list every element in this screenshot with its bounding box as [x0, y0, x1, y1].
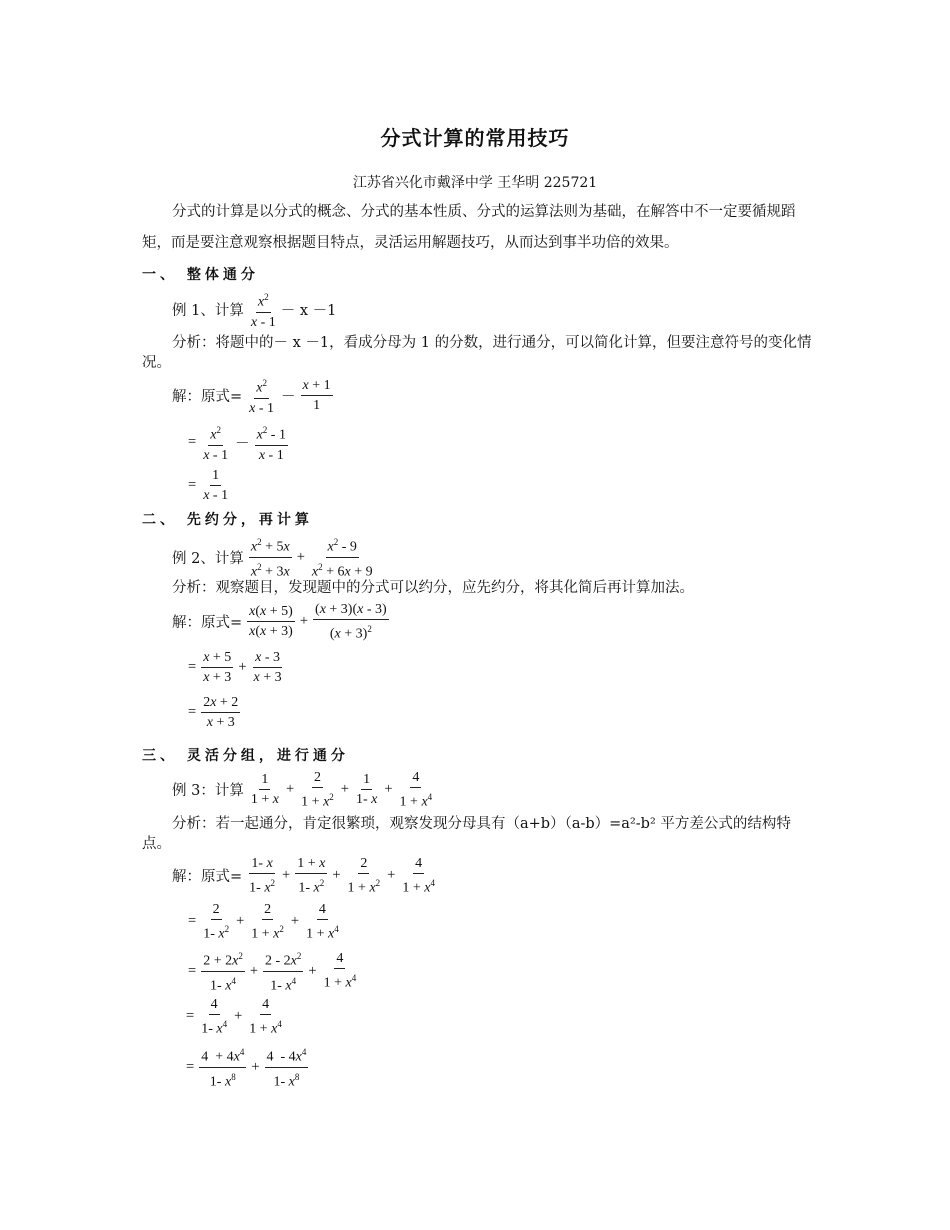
- solution-2-step-1: [172, 600, 392, 644]
- solution-3-step-5: [184, 1043, 311, 1091]
- fraction: $\frac{4}{1 + x^4}$: [323, 951, 357, 991]
- fraction: $\frac{x + 5}{x + 3}$: [203, 650, 232, 685]
- section-heading-2: 二、 先约分，再计算: [142, 512, 313, 528]
- fraction: $\frac{2}{1 + x^2}$: [347, 856, 381, 896]
- solution-1-step-3: [186, 466, 233, 505]
- fraction: $\frac{x(x + 5)}{x(x + 3)}$: [249, 604, 293, 640]
- intro-paragraph: 分式的计算是以分式的概念、分式的基本性质、分式的运算法则为基础，在解答中不一定要循规蹈矩，而是要注意观察根据题目特点，灵活运用解题技巧，从而达到事半功倍的效果。: [142, 204, 796, 251]
- plus-sign: +: [251, 1058, 260, 1075]
- author-line: 江苏省兴化市戴泽中学 王华明 225721: [352, 175, 598, 191]
- plus-sign: +: [236, 913, 245, 930]
- fraction: $\frac{x^2 - 1}{x - 1}$: [255, 421, 288, 465]
- fraction: $\frac{2 + 2x^2}{1- x^4}$: [201, 947, 245, 995]
- fraction: $\frac{x^2}{x - 1}$: [247, 374, 276, 418]
- fraction: $\frac{2x + 2}{x + 3}$: [203, 695, 239, 730]
- equals-sign: =: [188, 477, 197, 493]
- plus-sign: +: [332, 867, 341, 884]
- solution-3-step-3: [186, 947, 361, 995]
- solution-3-step-2: [186, 900, 344, 944]
- solution-1-step-1: [172, 374, 336, 418]
- solution-3-step-1: [172, 854, 440, 898]
- fraction: $\frac{2}{1 + x^2}$: [251, 902, 284, 942]
- equals-sign: =: [188, 659, 197, 675]
- equals-sign: =: [188, 434, 197, 451]
- fraction: $\frac{4}{1- x^4}$: [201, 997, 228, 1037]
- fraction: $\frac{4}{1 + x^4}$: [249, 997, 282, 1037]
- minus-sign: －: [281, 389, 296, 406]
- fraction: $\frac{x + 1}{1}$: [302, 378, 331, 414]
- plus-sign: +: [234, 1008, 243, 1025]
- plus-sign: +: [282, 867, 291, 884]
- solution-3-step-4: [184, 995, 287, 1039]
- fraction: $\frac{2 - 2x^2}{1- x^4}$: [263, 947, 303, 995]
- fraction: $\frac{2}{1 + x^2}$: [301, 770, 334, 810]
- fraction: $\frac{1}{1 + x}$: [250, 772, 279, 808]
- plus-sign: +: [238, 659, 247, 675]
- plus-sign: +: [299, 613, 309, 630]
- solution-2-label: 解：原式=: [172, 615, 243, 632]
- solution-1-step-2: [186, 421, 291, 465]
- analysis-3: 分析：若一起通分，肯定很繁琐，观察发现分母具有（a+b）（a-b）=a²-b² 平方差公式的结构特点。: [142, 816, 791, 852]
- equals-sign: =: [188, 913, 197, 930]
- equals-sign: =: [188, 962, 197, 979]
- fraction: $\frac{x^2 + 5x}{x^2 + 3x}$: [249, 533, 292, 581]
- fraction: $\frac{4 + 4x^4}{1- x^8}$: [199, 1043, 246, 1091]
- minus-sign: －: [235, 436, 250, 453]
- fraction: $\frac{x - 3}{x + 3}$: [253, 650, 282, 685]
- analysis-2: 分析：观察题目，发现题中的分式可以约分，应先约分，将其化简后再计算加法。: [172, 580, 694, 596]
- solution-1-label: 解：原式=: [172, 389, 243, 406]
- analysis-1: 分析：将题中的－ x －1，看成分母为 1 的分数，进行通分，可以简化计算，但要注意符号的变化情况。: [142, 335, 812, 371]
- solution-2-step-3: [186, 693, 243, 732]
- example-3-label: 例 3：计算: [172, 783, 244, 800]
- fraction: $\frac{1 + x}{1- x^2}$: [297, 856, 326, 896]
- page-title: 分式计算的常用技巧: [380, 126, 570, 150]
- plus-sign: +: [387, 867, 396, 884]
- plus-sign: +: [285, 781, 295, 798]
- plus-sign: +: [296, 548, 305, 565]
- fraction: $\frac{4 - 4x^4}{1- x^8}$: [265, 1043, 309, 1091]
- fraction: $\frac{(x + 3)(x - 3)}{(x + 3)^2}$: [315, 602, 387, 642]
- solution-3-label: 解：原式=: [172, 869, 243, 886]
- fraction: $\frac{1}{x - 1}$: [203, 468, 229, 503]
- fraction: $\frac{x^2}{x - 1}$: [249, 288, 278, 332]
- plus-sign: +: [308, 962, 317, 979]
- fraction: $\frac{2}{1- x^2}$: [203, 902, 230, 942]
- example-1-tail: － x －1: [280, 303, 337, 320]
- equals-sign: =: [188, 704, 197, 720]
- plus-sign: +: [290, 913, 300, 930]
- fraction: $\frac{1- x}{1- x^2}$: [249, 856, 276, 896]
- solution-2-step-2: [186, 648, 287, 687]
- fraction: $\frac{4}{1 + x^4}$: [306, 902, 339, 942]
- plus-sign: +: [340, 781, 349, 798]
- equals-sign: =: [186, 1008, 195, 1025]
- example-1: [172, 288, 336, 332]
- section-heading-3: 三、 灵活分组，进行通分: [142, 748, 349, 764]
- fraction: $\frac{1}{1- x}$: [355, 772, 378, 808]
- fraction: $\frac{x^2}{x - 1}$: [201, 421, 230, 465]
- plus-sign: +: [384, 781, 393, 798]
- example-1-label: 例 1、计算: [172, 303, 244, 320]
- example-3: [172, 768, 437, 812]
- fraction: $\frac{x^2 - 9}{x^2 + 6x + 9}$: [310, 533, 375, 581]
- equals-sign: =: [186, 1058, 195, 1075]
- example-2: [172, 533, 378, 581]
- plus-sign: +: [249, 962, 258, 979]
- fraction: $\frac{4}{1 + x^4}$: [399, 770, 433, 810]
- fraction: $\frac{4}{1 + x^4}$: [402, 856, 435, 896]
- section-heading-1: 一、 整体通分: [142, 267, 259, 283]
- example-2-label: 例 2、计算: [172, 550, 244, 567]
